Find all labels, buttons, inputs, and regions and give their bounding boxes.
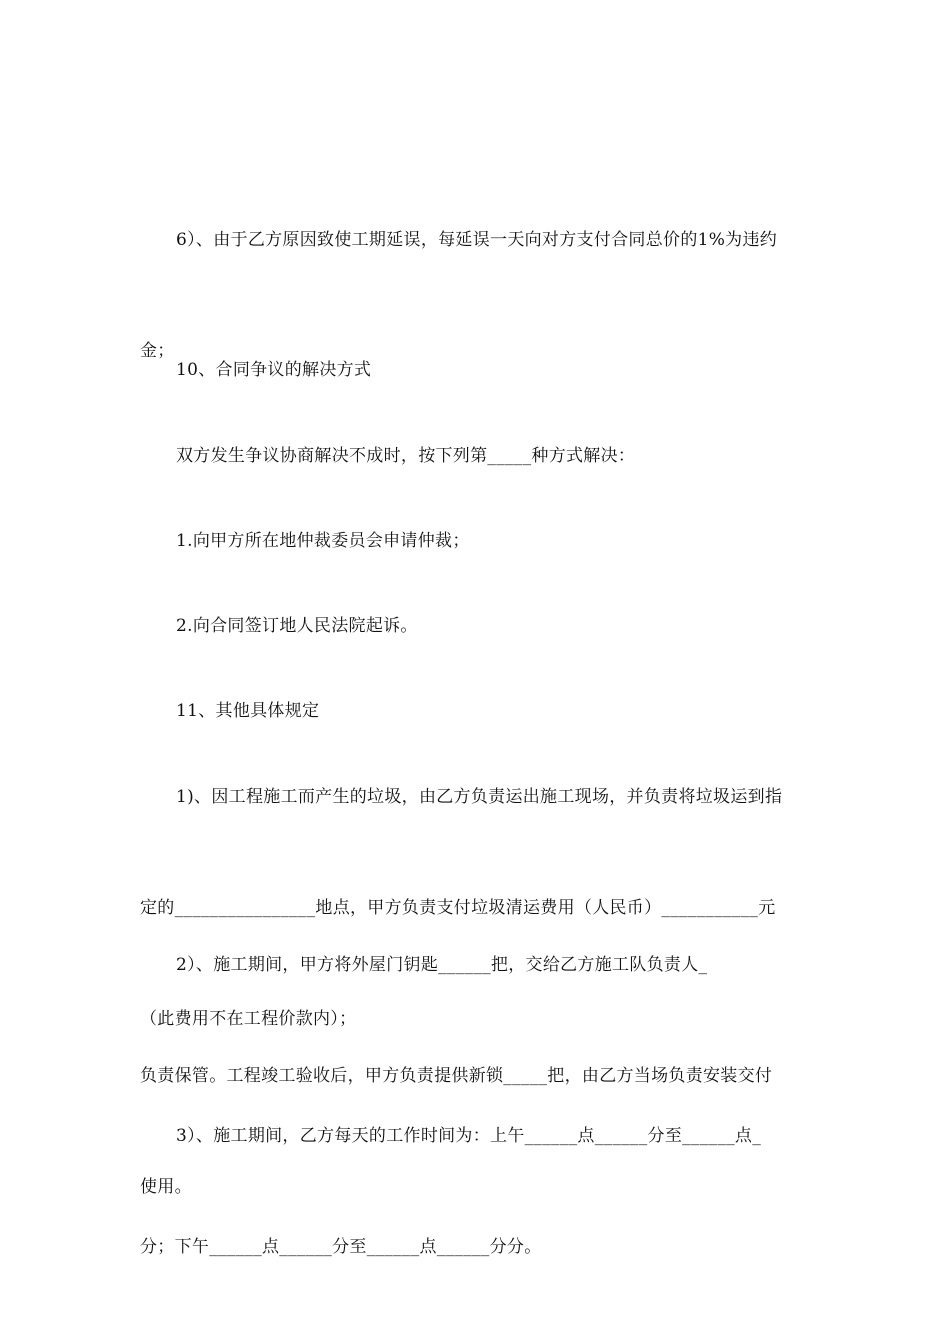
text-line: 11、其他具体规定 xyxy=(176,701,320,721)
clause-3-working-hours xyxy=(140,1044,820,1340)
text-line: 2）、施工期间，甲方将外屋门钥匙______把，交给乙方施工队负责人_ xyxy=(176,955,708,975)
text-line: 双方发生争议协商解决不成时，按下列第_____种方式解决： xyxy=(176,446,636,466)
text-line: （此费用不在工程价款内）； xyxy=(140,1009,357,1029)
text-line: 1.向甲方所在地仲裁委员会申请仲裁； xyxy=(176,531,470,551)
text-line: 2.向合同签订地人民法院起诉。 xyxy=(176,616,418,636)
text-line: 10、合同争议的解决方式 xyxy=(176,360,372,380)
text-line: 6）、由于乙方原因致使工期延误，每延误一天向对方支付合同总价的1%为违约 xyxy=(176,230,778,250)
text-line: 分；下午______点______分至______点______分分。 xyxy=(140,1237,542,1257)
text-line: 3）、施工期间，乙方每天的工作时间为：上午______点______分至______点_ xyxy=(176,1126,762,1146)
text-line: 负责保管。工程竣工验收后，甲方负责提供新锁_____把，由乙方当场负责安装交付 xyxy=(140,1066,773,1086)
text-line: 定的________________地点，甲方负责支付垃圾清运费用（人民币）___________元 xyxy=(140,898,776,918)
text-line: 使用。 xyxy=(140,1177,192,1197)
text-line: 金； xyxy=(140,341,175,361)
text-line: 1)、因工程施工而产生的垃圾，由乙方负责运出施工现场，并负责将垃圾运到指 xyxy=(176,787,783,807)
